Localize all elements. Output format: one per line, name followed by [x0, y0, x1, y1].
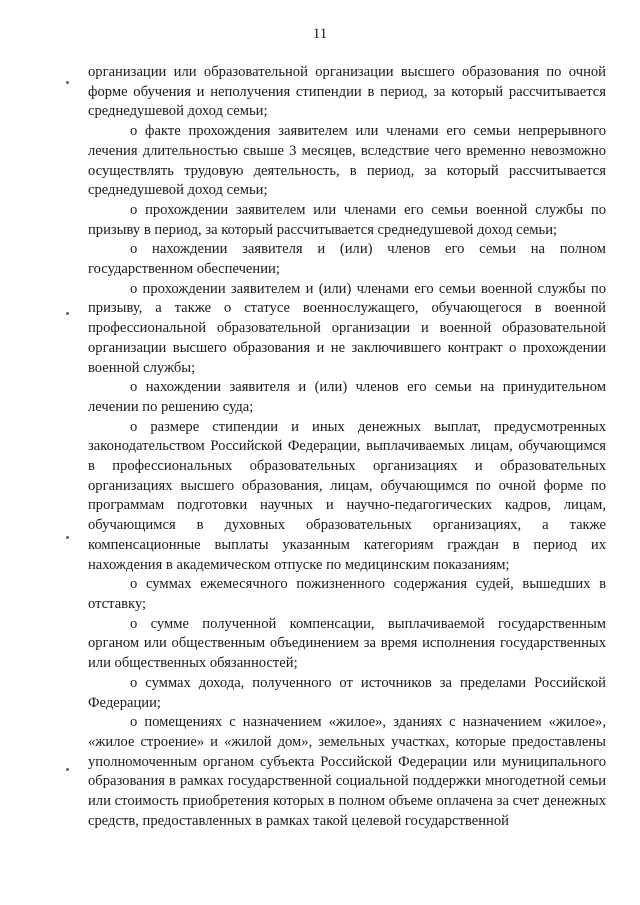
margin-dot [66, 81, 69, 84]
margin-dot [66, 768, 69, 771]
margin-dot [66, 312, 69, 315]
paragraph: о прохождении заявителем или членами его семьи военной службы по призыву в период, за который рассчитывается среднедушевой доход семьи; [88, 201, 606, 238]
paragraph: о нахождении заявителя и (или) членов его семьи на принудительном лечении по решению суда; [88, 379, 606, 415]
paragraph: о нахождении заявителя и (или) членов его семьи на полном государственном обеспечении; [88, 241, 606, 278]
paragraph: о суммах дохода, полученного от источников за пределами Российской Федерации; [88, 674, 606, 711]
document-body [88, 63, 606, 831]
paragraph: о размере стипендии и иных денежных выплат, предусмотренных законодательством Российской Федерации, выплачиваемых лицам, обучающимся в профессиональных образовательных организациях и образовательных организациях высшего образования, лицам, обучающимся по очной форме по программам подготовки научных и научно-педагогических кадров, лицам, обучающимся в духовных образовательных организациях, а также компенсационные выплаты указанным категориям граждан в период их нахождения в академическом отпуске по медицинским показаниям; [88, 418, 606, 573]
paragraph: о суммах ежемесячного пожизненного содержания судей, вышедших в отставку; [88, 576, 606, 612]
margin-dot [66, 536, 69, 539]
page-number: 11 [312, 26, 328, 42]
paragraph: о сумме полученной компенсации, выплачиваемой государственным органом или общественным объединением за время исполнения государственных или общественных обязанностей; [88, 615, 606, 672]
paragraph: о помещениях с назначением «жилое», зданиях с назначением «жилое», «жилое строение» и «жилой дом», земельных участках, которые предоставлены уполномоченным органом субъекта Российской Федерации или муниципального образования в рамках государственной социальной поддержки многодетной семьи или стоимость приобретения которых в полном объеме оплачена за счет денежных средств, предоставленных в рамках такой целевой государственной [88, 714, 606, 829]
paragraph-continued: организации или образовательной организации высшего образования по очной форме обучения и неполучения стипендии в период, за который рассчитывается среднедушевой доход семьи; [88, 64, 606, 120]
paragraph: о прохождении заявителем и (или) членами его семьи военной службы по призыву, а также о статусе военнослужащего, обучающегося в военной профессиональной образовательной организации и военной образовательной организации высшего образования и не заключившего контракт о прохождении военной службы; [88, 280, 606, 376]
paragraph: о факте прохождения заявителем или членами его семьи непрерывного лечения длительностью свыше 3 месяцев, вследствие чего временно невозможно осуществлять трудовую деятельность, в период, за который рассчитывается среднедушевой доход семьи; [88, 123, 606, 199]
